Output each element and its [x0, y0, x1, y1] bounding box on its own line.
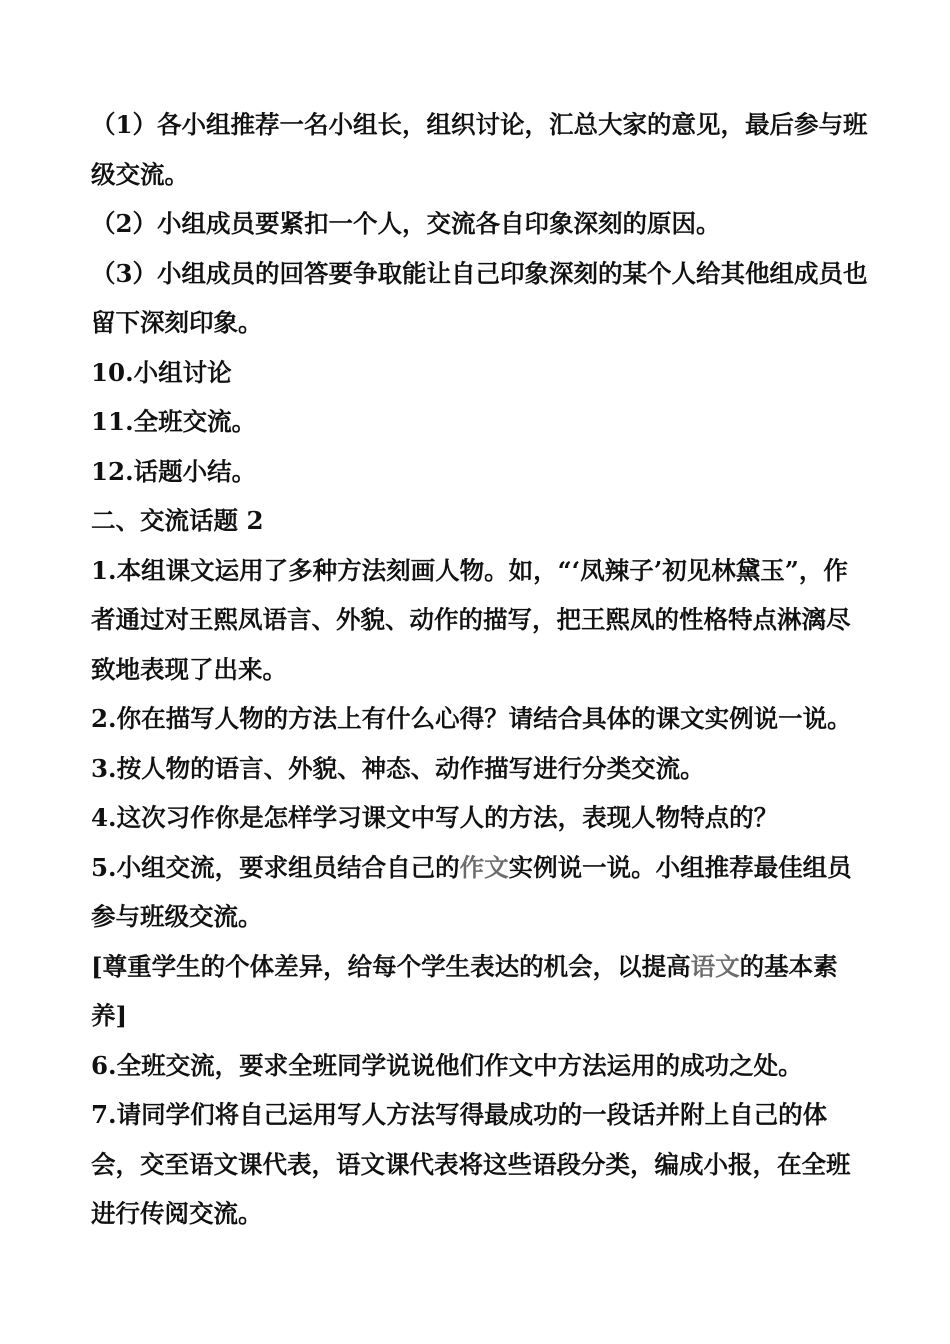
- note-text-after: 的基本素养]: [91, 951, 838, 1030]
- step-12: 12.话题小结。: [91, 456, 257, 486]
- section-heading-topic-2: 二、交流话题 2: [91, 506, 264, 535]
- topic2-item-1: 1.本组课文运用了多种方法刻画人物。如，“‘凤辣子’初见林黛玉”，作者通过对王熙凤语言、外貌、动作的描写，把王熙凤的性格特点淋漓尽致地表现了出来。: [91, 555, 851, 684]
- paragraph-focus-person: （2）小组成员要紧扣一个人，交流各自印象深刻的原因。: [91, 209, 721, 238]
- paragraph-answer-impression: （3）小组成员的回答要争取能让自己印象深刻的某个人给其他组成员也留下深刻印象。: [91, 258, 868, 337]
- document-body: [91, 100, 871, 1239]
- teaching-note: [91, 942, 871, 1041]
- item5-text-after: 实例说一说。小组推荐最佳组员参与班级交流。: [91, 852, 852, 931]
- term-yuwen: 语文: [690, 951, 740, 981]
- topic2-item-2: 2.你在描写人物的方法上有什么心得？请结合具体的课文实例说一说。: [91, 704, 852, 733]
- topic2-item-4: 4.这次习作你是怎样学习课文中写人的方法，表现人物特点的？: [91, 803, 779, 832]
- term-zuowen: 作文: [459, 852, 509, 882]
- step-10: 10.小组讨论: [91, 357, 232, 387]
- topic2-item-6: 6.全班交流，要求全班同学说说他们作文中方法运用的成功之处。: [91, 1050, 803, 1080]
- item5-text-before: 5.小组交流，要求组员结合自己的: [91, 852, 460, 882]
- note-text-before: [尊重学生的个体差异，给每个学生表达的机会，以提高: [91, 951, 691, 981]
- topic2-item-7: 7.请同学们将自己运用写人方法写得最成功的一段话并附上自己的体会，交至语文课代表，语文课代表将这些语段分类，编成小报，在全班进行传阅交流。: [91, 1100, 851, 1228]
- step-11: 11.全班交流。: [91, 407, 257, 436]
- topic2-item-3: 3.按人物的语言、外貌、神态、动作描写进行分类交流。: [91, 753, 705, 783]
- paragraph-group-leader: （1）各小组推荐一名小组长，组织讨论，汇总大家的意见，最后参与班级交流。: [91, 110, 868, 189]
- topic2-item-5: [91, 843, 871, 942]
